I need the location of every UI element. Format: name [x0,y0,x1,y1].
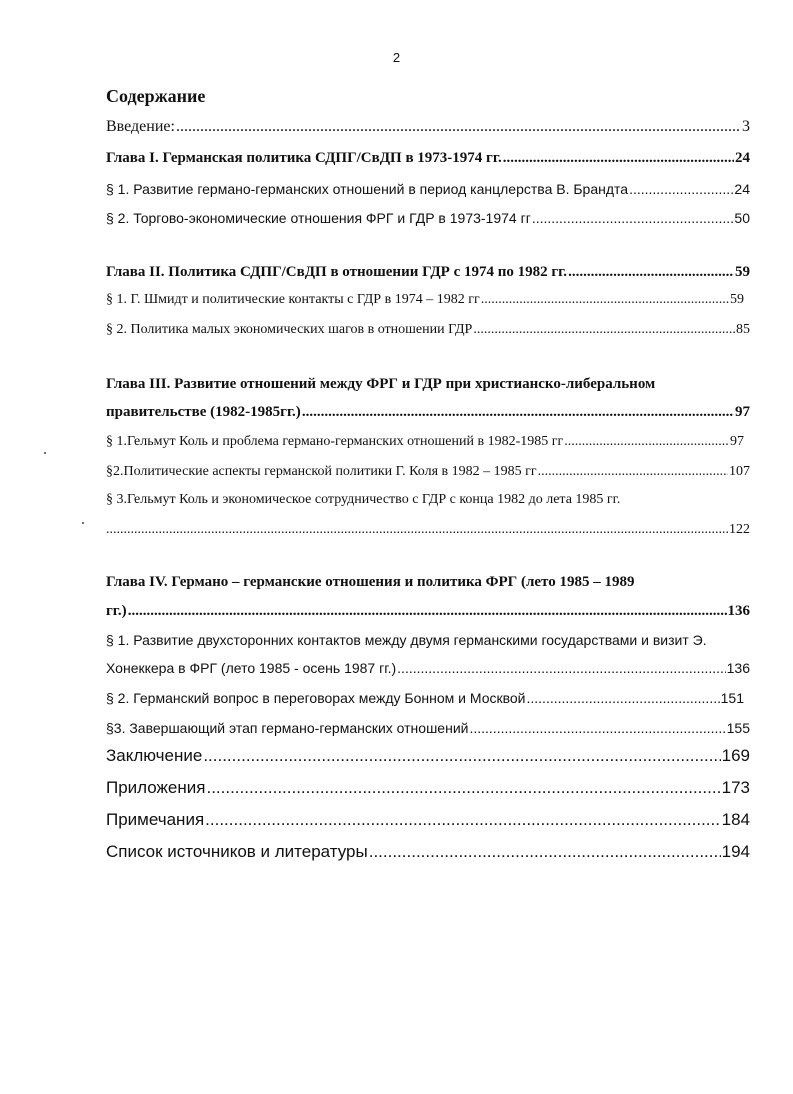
toc-section-label: §2.Политические аспекты германской политики Г. Коля в 1982 – 1985 гг [106,464,537,479]
toc-entry-conclusion[interactable] [106,746,750,766]
toc-page-number: 97 [735,404,750,420]
toc-page-number: 3 [742,118,750,135]
toc-chapter-1[interactable] [106,150,750,167]
toc-page-number: 184 [721,810,750,829]
toc-section-3-1[interactable] [106,434,744,450]
toc-section-1-1[interactable] [106,181,750,197]
toc-page-number: 59 [735,264,750,280]
toc-section-3-3[interactable] [106,522,750,538]
toc-chapter-2[interactable] [106,264,750,281]
leader-dots [205,810,720,830]
toc-chapter-4-title-line1[interactable]: Глава IV. Германо – германские отношения и политика ФРГ (лето 1985 – 1989 [106,574,635,590]
toc-section-3-3-line1[interactable]: § 3.Гельмут Коль и экономическое сотрудничество с ГДР с конца 1982 до лета 1985 гг. [106,492,621,507]
leader-dots [106,522,728,538]
toc-page-number: 136 [726,660,750,676]
toc-chapter-title: Глава I. Германская политика СДПГ/СвДП в 1973-1974 гг. [106,150,502,166]
toc-chapter-title: правительстве (1982-1985гг.) [106,404,301,420]
toc-section-label: § 2. Германский вопрос в переговорах между Бонном и Москвой [106,690,526,706]
leader-dots [473,322,735,338]
toc-page-number: 194 [721,842,750,861]
toc-page-number: 169 [721,746,750,765]
toc-page-number: 136 [727,603,750,619]
leader-dots [206,778,720,798]
toc-section-label: §3. Завершающий этап германо-германских отношений [106,720,469,736]
toc-section-label: § 1. Г. Шмидт и политические контакты с ГДР в 1974 – 1982 гг [106,292,480,307]
toc-page-number: 97 [730,434,744,449]
toc-page-number: 155 [726,720,750,736]
leader-dots [568,264,734,281]
toc-page-number: 151 [720,690,744,706]
toc-section-4-1-line1[interactable]: § 1. Развитие двухсторонних контактов между двумя германскими государствами и визит Э. [106,632,707,648]
leader-dots [538,464,728,480]
toc-page-number: 59 [730,292,744,307]
leader-dots [532,210,734,226]
toc-entry-label: Примечания [106,810,205,829]
leader-dots [564,434,729,450]
leader-dots [469,720,725,736]
page-number: 2 [392,50,401,65]
toc-page-number: 24 [734,181,750,197]
toc-section-label: § 2. Политика малых экономических шагов в отношении ГДР [106,322,473,337]
leader-dots [176,118,741,136]
toc-section-label: § 1. Развитие германо-германских отношений в период канцлерства В. Брандта [106,181,629,197]
leader-dots [629,181,733,197]
toc-section-4-1[interactable] [106,660,750,676]
toc-section-3-2[interactable] [106,464,750,480]
scan-speck [44,452,46,454]
leader-dots [527,690,720,706]
toc-entry-introduction[interactable] [106,118,750,136]
toc-section-4-2[interactable] [106,690,744,706]
toc-entry-appendices[interactable] [106,778,750,798]
toc-page-number: 173 [721,778,750,797]
toc-page-number: 107 [729,464,750,479]
leader-dots [302,404,734,421]
leader-dots [481,292,729,308]
toc-entry-sources[interactable] [106,842,750,862]
toc-page-number: 24 [735,150,750,166]
toc-section-label: Хонеккера в ФРГ (лето 1985 - осень 1987 гг.) [106,660,397,676]
toc-entry-label: Заключение [106,746,203,765]
toc-page-number: 85 [736,322,750,337]
leader-dots [397,660,725,676]
toc-page-number: 122 [729,522,750,537]
leader-dots [128,603,727,620]
scan-speck [82,522,84,524]
toc-section-2-2[interactable] [106,322,750,338]
toc-entry-label: Приложения [106,778,206,797]
toc-page-number: 50 [734,210,750,226]
toc-chapter-title: Глава II. Политика СДПГ/СвДП в отношении ГДР с 1974 по 1982 гг. [106,264,568,280]
toc-entry-label: Введение: [106,118,175,135]
toc-chapter-4[interactable] [106,603,750,620]
toc-section-2-1[interactable] [106,292,744,308]
toc-section-4-3[interactable] [106,720,750,736]
leader-dots [203,746,720,766]
page-title: Содержание [106,86,206,106]
toc-chapter-3[interactable] [106,404,750,421]
toc-entry-label: Список источников и литературы [106,842,368,861]
leader-dots [369,842,721,862]
toc-section-label: § 2. Торгово-экономические отношения ФРГ и ГДР в 1973-1974 гг [106,210,531,226]
toc-chapter-3-title-line1[interactable]: Глава III. Развитие отношений между ФРГ и ГДР при христианско-либеральном [106,376,656,392]
toc-chapter-title: гг.) [106,603,127,619]
toc-section-label: § 1.Гельмут Коль и проблема германо-германских отношений в 1982-1985 гг [106,434,564,449]
leader-dots [503,150,734,167]
toc-section-1-2[interactable] [106,210,750,226]
toc-entry-notes[interactable] [106,810,750,830]
